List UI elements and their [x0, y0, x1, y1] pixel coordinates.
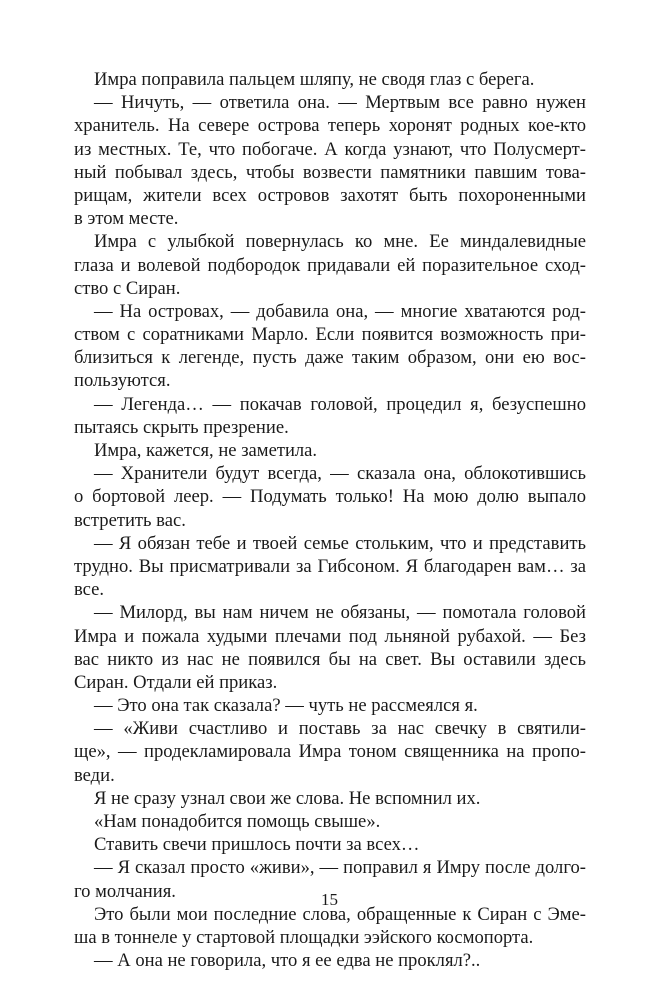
text-line: рищам, жители всех островов захотят быть похороненными — [74, 184, 586, 206]
text-line: — Ничуть, — ответила она. — Мертвым все равно нужен — [94, 92, 586, 114]
text-line: ство с Сиран. — [74, 277, 181, 299]
text-line: — На островах, — добавила она, — многие хватаются род- — [94, 300, 586, 322]
text-line: «Нам понадобится помощь свыше». — [94, 811, 381, 832]
text-line: Ставить свечи пришлось почти за всех… — [94, 834, 420, 856]
text-line: Имра поправила пальцем шляпу, не сводя глаз с берега. — [94, 69, 535, 90]
page-body — [74, 68, 586, 972]
text-line: Имра и пожала худыми плечами под льняной рубахой. — Без — [74, 625, 586, 647]
text-line: вас никто из нас не появился бы на свет. Вы оставили здесь — [74, 648, 586, 670]
text-line: веди. — [74, 764, 115, 786]
text-line: — Хранители будут всегда, — сказала она, облокотившись — [94, 463, 586, 485]
page-number: 15 — [321, 890, 338, 909]
text-line: о бортовой леер. — Подумать только! На мою долю выпало — [74, 486, 586, 508]
text-line: ный побывал здесь, чтобы возвести памятники павшим това- — [74, 161, 586, 183]
text-line: близиться к легенде, пусть даже таким образом, они ею вос- — [74, 347, 586, 369]
text-line: — Это она так сказала? — чуть не рассмеялся я. — [94, 695, 478, 717]
text-line: ством с соратниками Марло. Если появится возможность при- — [74, 324, 586, 346]
text-line: глаза и волевой подбородок придавали ей поразительное сход- — [74, 254, 586, 276]
text-line: Это были мои последние слова, обращенные к Сиран с Эме- — [94, 903, 586, 925]
text-line: — Я сказал просто «живи», — поправил я Имру после долго- — [94, 857, 586, 879]
text-line: Я не сразу узнал свои же слова. Не вспомнил их. — [94, 787, 481, 809]
text-line: Имра, кажется, не заметила. — [94, 440, 318, 461]
text-line: Сиран. Отдали ей приказ. — [74, 671, 278, 693]
text-line: пользуются. — [74, 370, 171, 392]
text-line: из местных. Те, что побогаче. А когда узнают, что Полусмерт- — [74, 138, 586, 160]
text-line: — Я обязан тебе и твоей семье стольким, что и представить — [94, 532, 586, 554]
text-line: трудно. Вы присматривали за Гибсоном. Я благодарен вам… за — [74, 555, 586, 577]
text-line: пытаясь скрыть презрение. — [74, 416, 289, 438]
text-line: — Милорд, вы нам ничем не обязаны, — помотала головой — [94, 602, 586, 624]
text-line: — А она не говорила, что я ее едва не проклял?.. — [94, 950, 481, 972]
text-line: хранитель. На севере острова теперь хоронят родных кое-кто — [74, 115, 586, 137]
text-line: в этом месте. — [74, 208, 179, 230]
text-line: — Легенда… — покачав головой, процедил я, безуспешно — [94, 393, 586, 415]
text-line: Имра с улыбкой повернулась ко мне. Ее миндалевидные — [94, 231, 586, 253]
text-line: ще», — продекламировала Имра тоном священника на пропо- — [74, 741, 586, 763]
text-line: го молчания. — [74, 880, 176, 902]
text-line: все. — [74, 579, 105, 601]
text-line: ша в тоннеле у стартовой площадки ээйского космопорта. — [74, 926, 534, 948]
text-line: встретить вас. — [74, 509, 186, 531]
text-line: — «Живи счастливо и поставь за нас свечку в святили- — [94, 718, 586, 740]
